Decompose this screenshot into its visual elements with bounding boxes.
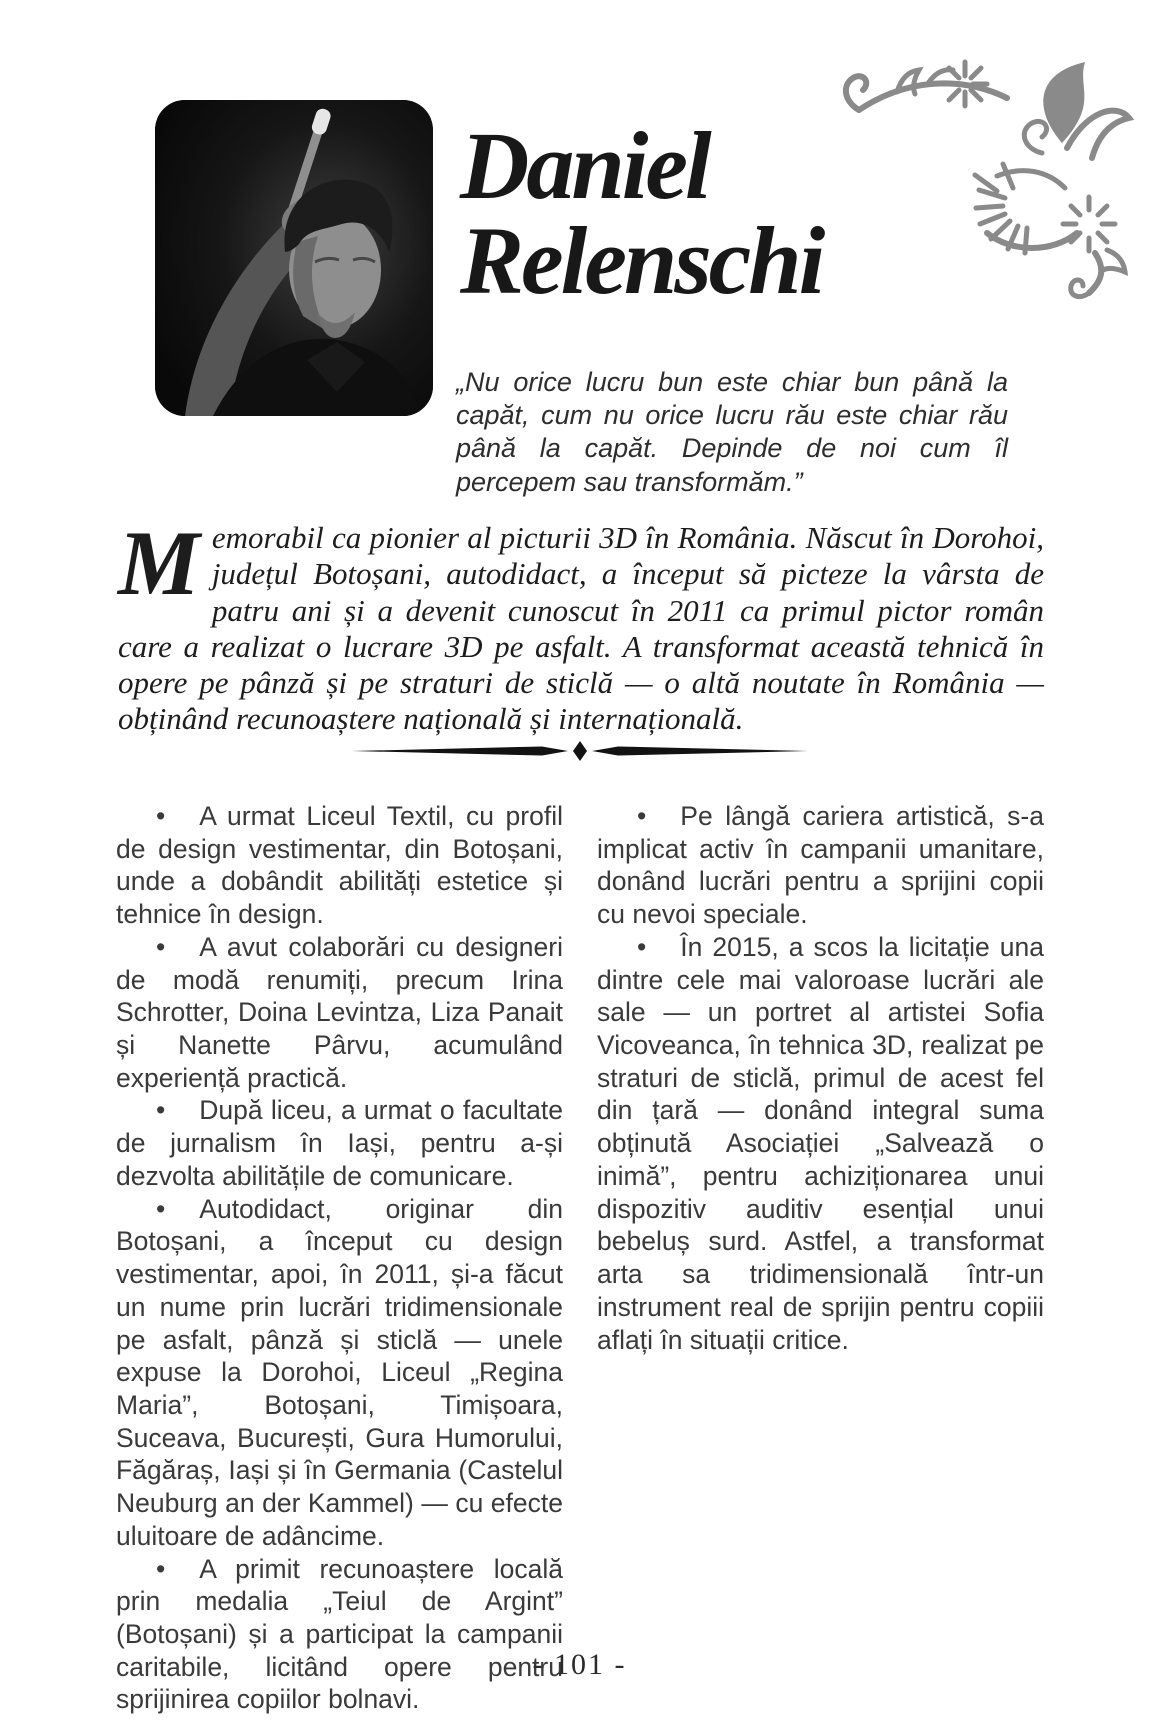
artist-portrait-photo <box>155 100 433 416</box>
page-number: - 101 - <box>532 1648 627 1681</box>
bullet-icon: • <box>156 1095 166 1126</box>
bullet-text: După liceu, a urmat o facultate de jurnalism în Iași, pentru a-și dezvolta abilitățile de comunicare. <box>116 1095 563 1191</box>
intro-text: emorabil ca pionier al picturii 3D în România. Născut în Dorohoi, județul Botoșani, autodidact, a început să picteze la vârsta de patru ani și a devenit cunoscut în 2011 ca primul pictor român care a realizat o lucrare 3D pe asfalt. A transformat această tehnică în opere pe pânză și pe straturi de sticlă — o altă noutate în România — obținând recunoaștere națională și internațională. <box>118 520 1044 737</box>
right-column <box>597 800 1044 1716</box>
floral-corner-ornament-icon <box>837 48 1137 303</box>
bullet-item <box>116 1553 563 1717</box>
bullet-item <box>116 1094 563 1192</box>
intro-paragraph <box>118 512 1044 738</box>
bullet-text: A primit recunoaștere locală prin medalia „Teiul de Argint” (Botoșani) și a participat la campanii caritabile, licitând opere pentru sprijinirea copiilor bolnavi. <box>116 1553 563 1715</box>
bullet-icon: • <box>156 931 166 962</box>
bullet-text: A urmat Liceul Textil, cu profil de design vestimentar, din Botoșani, unde a dobândit abilități estetice și tehnice în design. <box>116 801 563 930</box>
bullet-icon: • <box>637 801 647 831</box>
page-title <box>460 112 823 315</box>
portrait-with-paintbrush-icon <box>155 100 433 416</box>
bullet-icon: • <box>156 801 166 831</box>
bullet-text: Autodidact, originar din Botoșani, a început cu design vestimentar, apoi, în 2011, și-a făcut un nume prin lucrări tridimensionale pe asfalt, pânză și sticlă — unele expuse la Dorohoi, Liceul „Regina Maria”, Botoșani, Timișoara, Suceava, București, Gura Humorului, Făgăraș, Iași și în Germania (Castelul Neuburg an der Kammel) — cu efecte uluitoare de adâncime. <box>116 1193 563 1551</box>
bullet-text: Pe lângă cariera artistică, s-a implicat activ în campanii umanitare, donând lucrări pentru a sprijini copii cu nevoi speciale. <box>597 801 1044 930</box>
diamond-divider-icon <box>0 740 1159 762</box>
bullet-item <box>597 931 1044 1356</box>
bullet-icon: • <box>156 1553 166 1584</box>
bullet-text: În 2015, a scos la licitație una dintre cele mai valoroase lucrări ale sale — un portret al artistei Sofia Vicoveanca, în tehnica 3D, realizat pe straturi de sticlă, primul de acest fel din țară — donând integral suma obținută Asociației „Salvează o inimă”, pentru achiziționarea unui dispozitiv auditiv esențial unui bebeluș surd. Astfel, a transformat arta sa tridimensională într-un instrument real de sprijin pentru copiii aflați în situații critice. <box>597 931 1044 1355</box>
body-columns <box>116 800 1044 1716</box>
bullet-text: A avut colaborări cu designeri de modă renumiți, precum Irina Schrotter, Doina Levintza, Liza Panait și Nanette Pârvu, acumulând experiență practică. <box>116 931 563 1093</box>
artist-quote: „Nu orice lucru bun este chiar bun până la capăt, cum nu orice lucru rău este chiar rău până la capăt. Depinde de noi cum îl percepem sau transformăm.” <box>456 367 1008 497</box>
bullet-item <box>116 800 563 931</box>
title-first-name: Daniel <box>460 112 709 219</box>
title-last-name: Relenschi <box>460 207 823 315</box>
left-column <box>116 800 563 1716</box>
bullet-icon: • <box>637 931 647 962</box>
bullet-icon: • <box>156 1193 166 1224</box>
bullet-item <box>597 800 1044 931</box>
dropcap-letter: M <box>118 512 200 614</box>
bullet-item <box>116 1193 563 1553</box>
bullet-item <box>116 931 563 1095</box>
